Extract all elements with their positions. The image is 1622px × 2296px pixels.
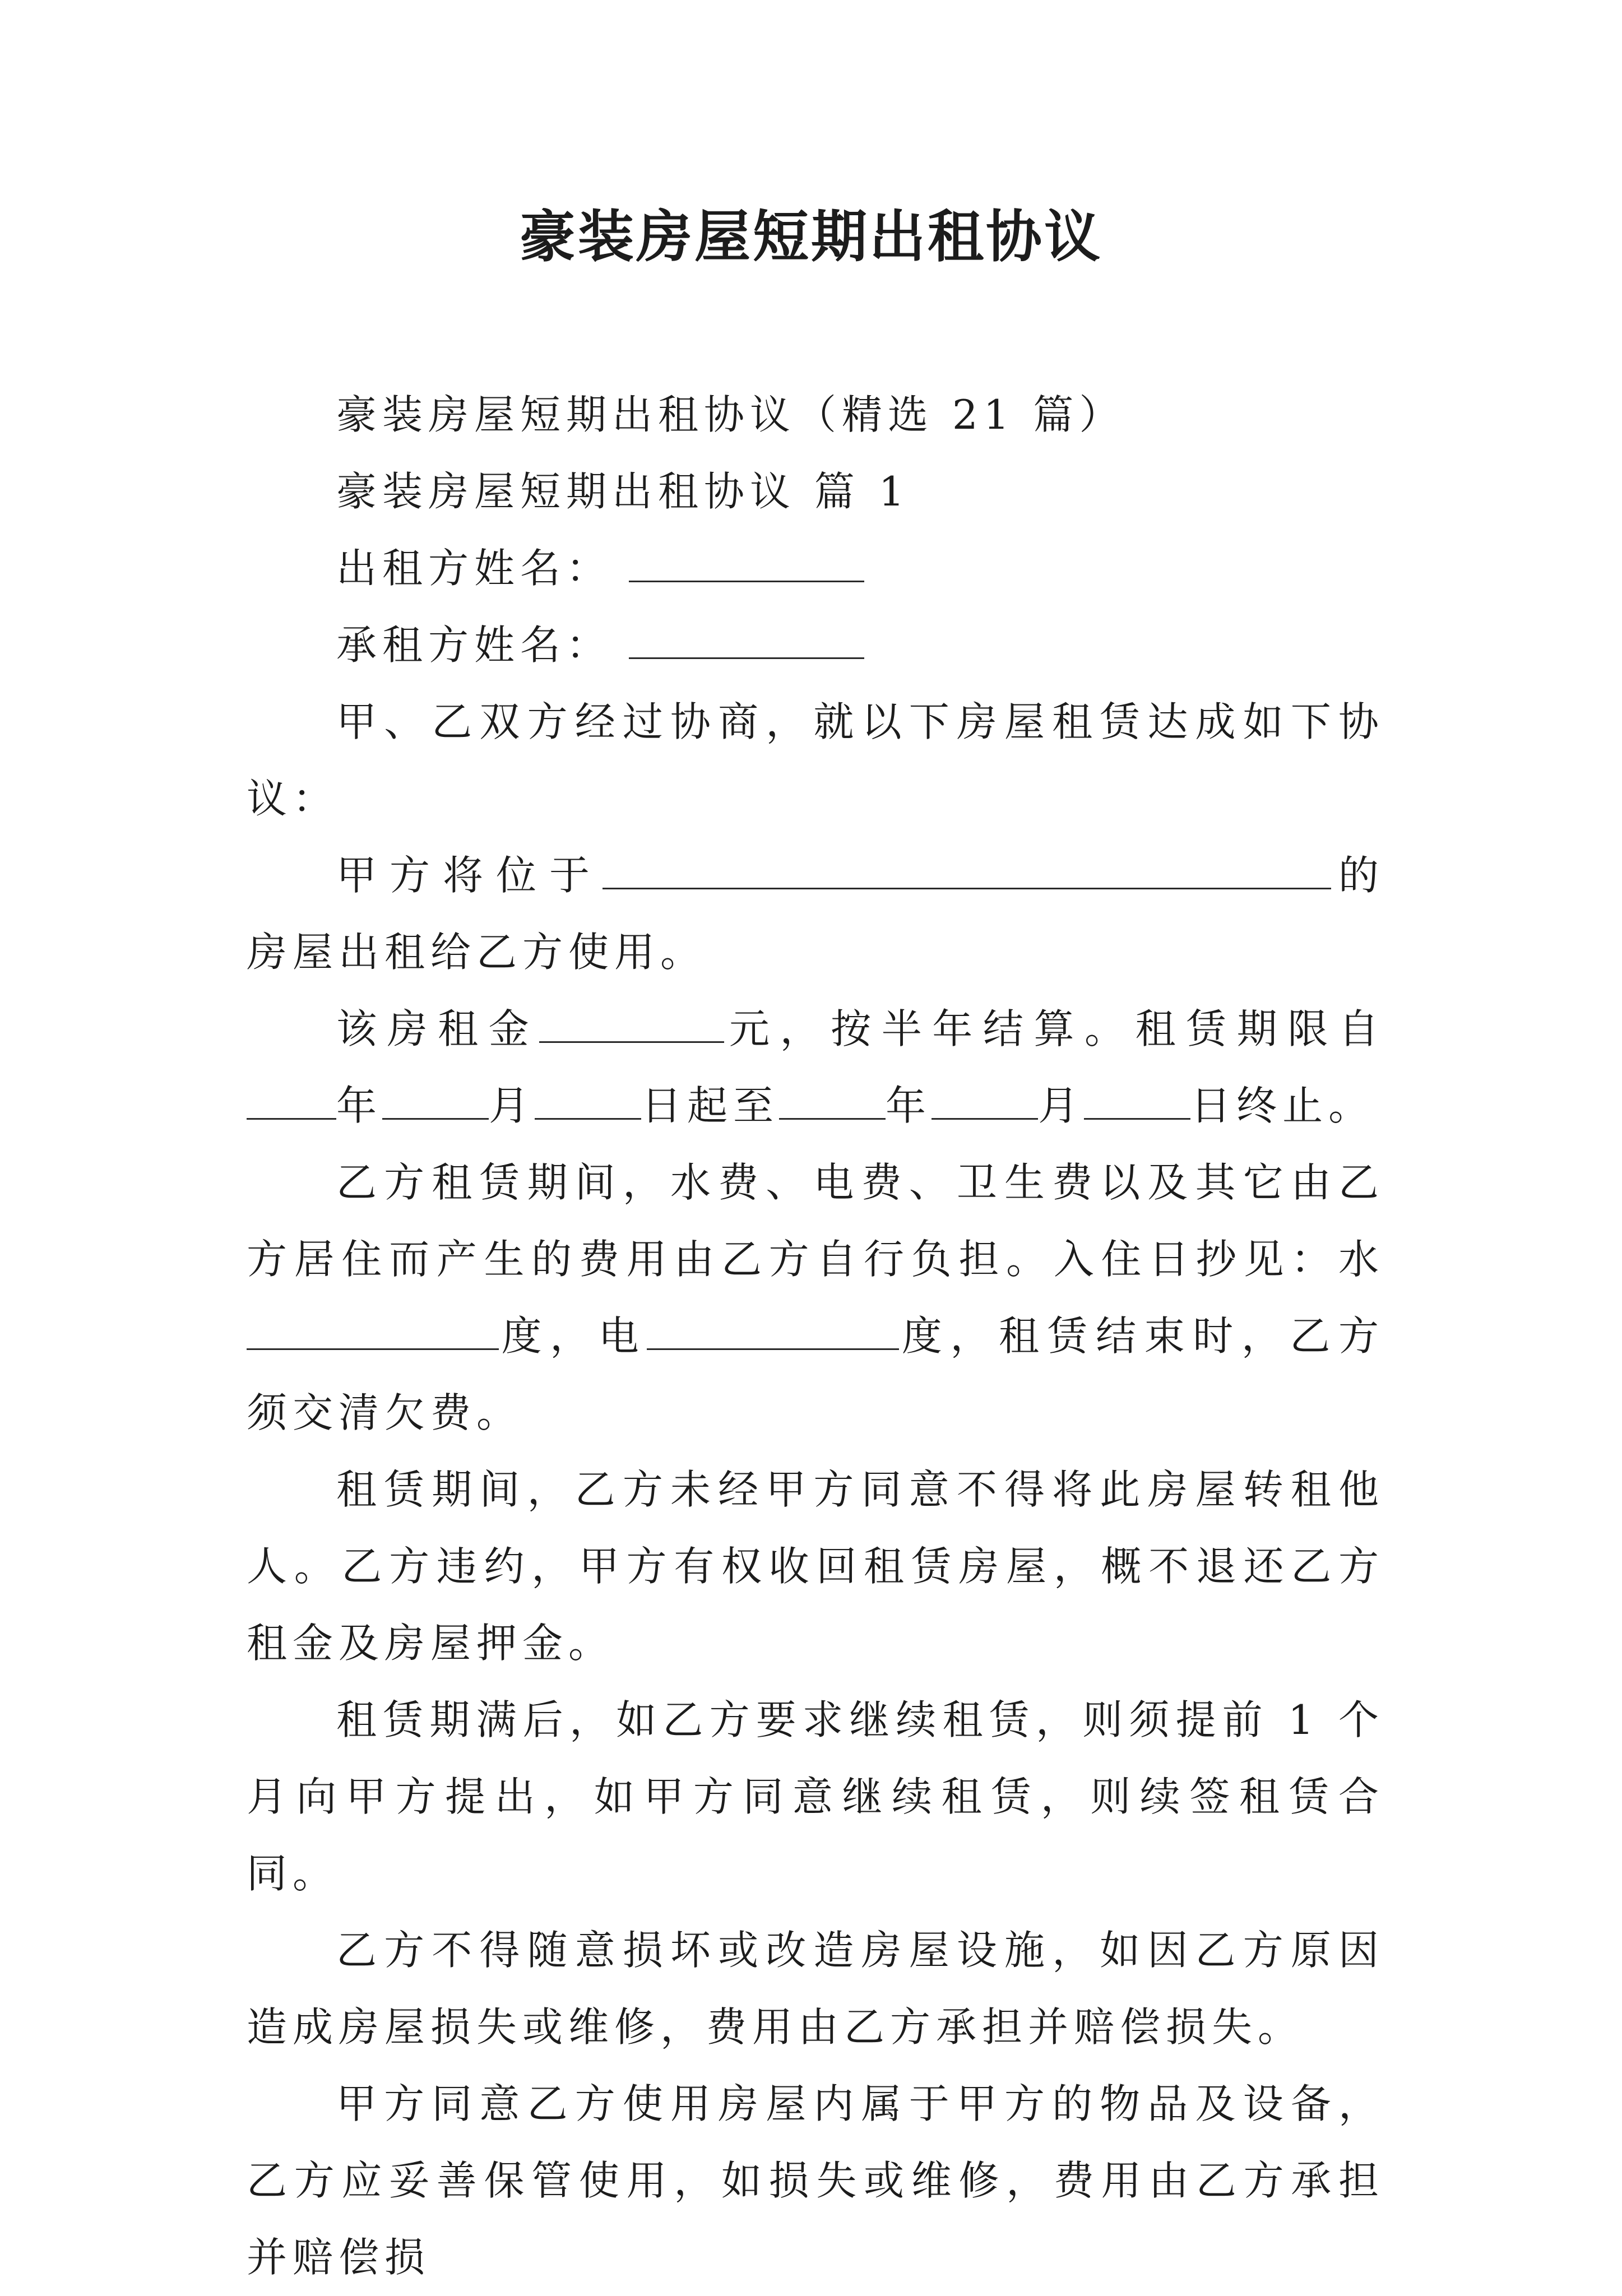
end-day-blank (1084, 1086, 1190, 1120)
day-label: 日起至 (641, 1082, 780, 1129)
rent-clause-text: 该房租金 (336, 1005, 540, 1052)
end-year-blank (779, 1086, 886, 1120)
day-label: 日终止。 (1190, 1082, 1375, 1129)
property-clause (247, 837, 1384, 991)
utilities-clause (247, 1144, 1384, 1451)
rent-clause-text: 元，按半年结算。租赁期限自 (724, 1005, 1384, 1052)
subtitle: 豪装房屋短期出租协议（精选 21 篇） (336, 391, 1125, 438)
start-day-blank (535, 1086, 641, 1120)
utilities-clause-text: 乙方租赁期间，水费、电费、卫生费以及其它由乙方居住而产生的费用由乙方自行负担。入住日抄见：水 (247, 1159, 1384, 1283)
start-year-blank (247, 1086, 336, 1120)
electricity-reading-blank (647, 1316, 899, 1350)
property-clause-text: 甲方将位于 (336, 852, 603, 899)
utilities-clause-text: 度，电 (499, 1312, 647, 1360)
lessee-name-blank (629, 625, 864, 659)
sublet-clause: 租赁期间，乙方未经甲方同意不得将此房屋转租他人。乙方违约，甲方有权收回租赁房屋，概不退还乙方租金及房屋押金。 (247, 1466, 1384, 1667)
month-label: 月 (489, 1082, 535, 1129)
damage-clause: 乙方不得随意损坏或改造房屋设施，如因乙方原因造成房屋损失或维修，费用由乙方承担并赔偿损失。 (247, 1927, 1384, 2051)
lessor-name-label: 出租方姓名： (336, 545, 613, 592)
property-address-blank (603, 855, 1331, 889)
document-body (247, 377, 1384, 2296)
rent-amount-blank (539, 1009, 724, 1043)
lessor-name-blank (629, 548, 864, 582)
start-month-blank (382, 1086, 489, 1120)
lessor-name-line (247, 530, 1384, 607)
month-label: 月 (1038, 1082, 1085, 1129)
intro-paragraph: 甲、乙双方经过协商，就以下房屋租赁达成如下协议： (247, 698, 1384, 822)
renewal-clause: 租赁期满后，如乙方要求继续租赁，则须提前 1 个月向甲方提出，如甲方同意继续租赁，则续签租赁合同。 (247, 1696, 1384, 1897)
year-label: 年 (336, 1082, 383, 1129)
end-month-blank (932, 1086, 1038, 1120)
page-title: 豪装房屋短期出租协议 (520, 204, 1102, 270)
section-heading: 豪装房屋短期出租协议 篇 1 (336, 468, 910, 515)
year-label: 年 (886, 1082, 932, 1129)
property-clause-text-end: 的房屋出租给乙方使用。 (247, 852, 1384, 976)
lessee-name-label: 承租方姓名： (336, 621, 613, 669)
utilities-clause-text-end: 度，租赁结束时，乙方须交清欠费。 (247, 1312, 1384, 1436)
lessee-name-line (247, 607, 1384, 684)
rent-clause (247, 991, 1384, 1144)
equipment-clause: 甲方同意乙方使用房屋内属于甲方的物品及设备，乙方应妥善保管使用，如损失或维修，费用由乙方承担并赔偿损 (247, 2080, 1384, 2281)
water-reading-blank (247, 1316, 499, 1350)
